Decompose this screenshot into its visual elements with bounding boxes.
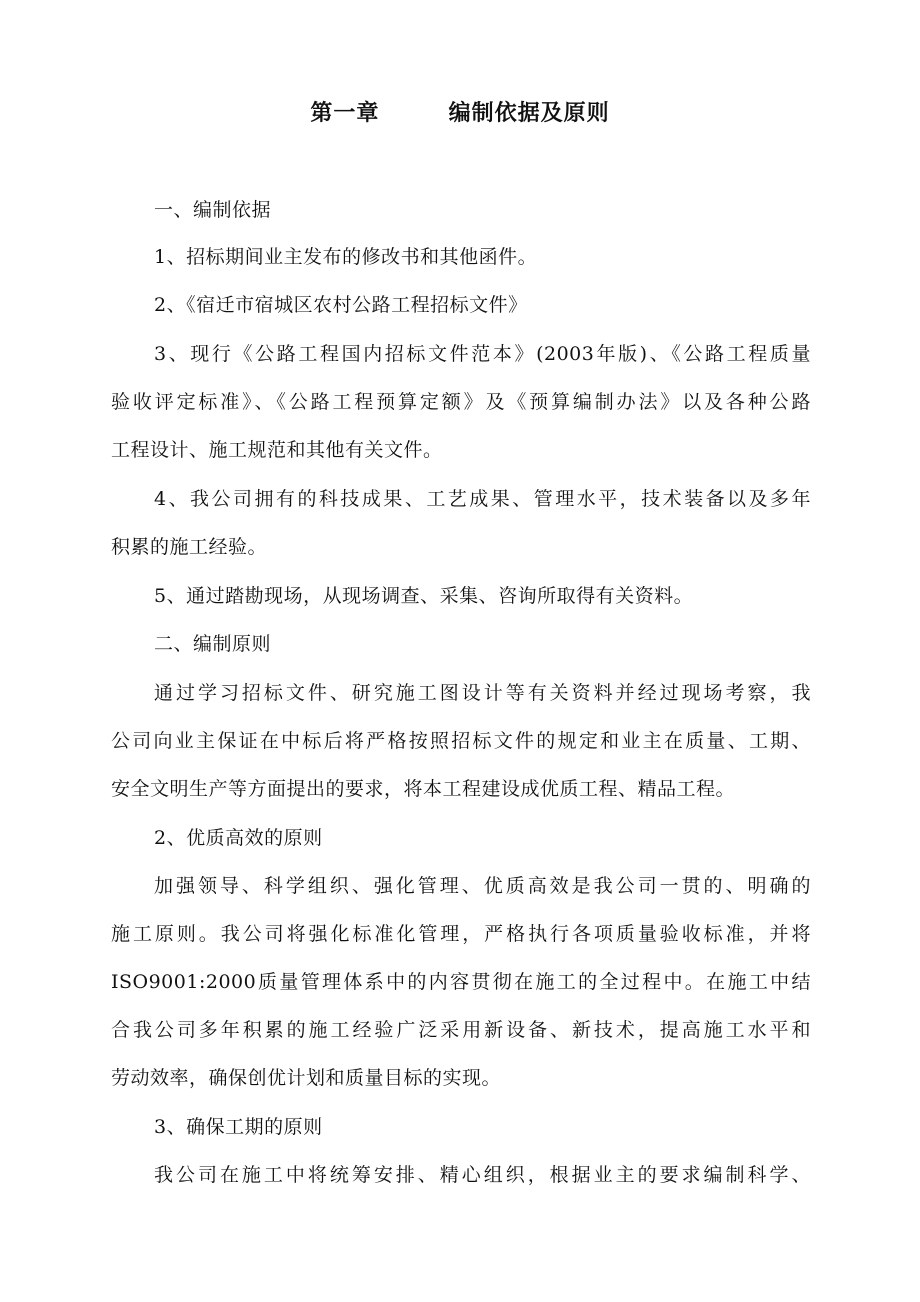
principle-3-heading: 3、确保工期的原则 [154, 1116, 323, 1138]
basis-item-4-line-1: 4、我公司拥有的科技成果、工艺成果、管理水平，技术装备以及多年 [154, 488, 811, 510]
chapter-title: 第一章 编制依据及原则 [310, 101, 610, 126]
basis-item-2: 2、《宿迁市宿城区农村公路工程招标文件》 [154, 294, 528, 316]
principle-2-line-2: 施工原则。我公司将强化标准化管理，严格执行各项质量验收标准，并将 [111, 923, 811, 945]
basis-item-3-line-2: 验收评定标准》、《公路工程预算定额》及《预算编制办法》以及各种公路 [111, 391, 811, 413]
section-heading-basis: 一、编制依据 [154, 199, 272, 221]
principle-3-line-1: 我公司在施工中将统筹安排、精心组织，根据业主的要求编制科学、 [154, 1164, 811, 1186]
basis-item-3-line-1: 3、现行《公路工程国内招标文件范本》(2003年版)、《公路工程质量 [154, 343, 811, 365]
basis-item-1: 1、招标期间业主发布的修改书和其他函件。 [154, 246, 538, 268]
principle-2-line-1: 加强领导、科学组织、强化管理、优质高效是我公司一贯的、明确的 [154, 875, 811, 897]
principles-para-line-2: 公司向业主保证在中标后将严格按照招标文件的规定和业主在质量、工期、 [111, 730, 811, 752]
principles-para-line-1: 通过学习招标文件、研究施工图设计等有关资料并经过现场考察，我 [154, 682, 811, 704]
section-heading-principles: 二、编制原则 [154, 633, 272, 655]
principle-2-line-3: ISO9001:2000质量管理体系中的内容贯彻在施工的全过程中。在施工中结 [111, 971, 811, 993]
principle-2-line-5: 劳动效率，确保创优计划和质量目标的实现。 [111, 1067, 502, 1089]
principles-para-line-3: 安全文明生产等方面提出的要求，将本工程建设成优质工程、精品工程。 [111, 778, 736, 800]
basis-item-3-line-3: 工程设计、施工规范和其他有关文件。 [111, 439, 443, 461]
basis-item-4-line-2: 积累的施工经验。 [111, 536, 268, 558]
basis-item-5: 5、通过踏勘现场，从现场调查、采集、咨询所取得有关资料。 [154, 585, 694, 607]
principle-2-line-4: 合我公司多年积累的施工经验广泛采用新设备、新技术，提高施工水平和 [111, 1019, 811, 1041]
principle-2-heading: 2、优质高效的原则 [154, 827, 323, 849]
